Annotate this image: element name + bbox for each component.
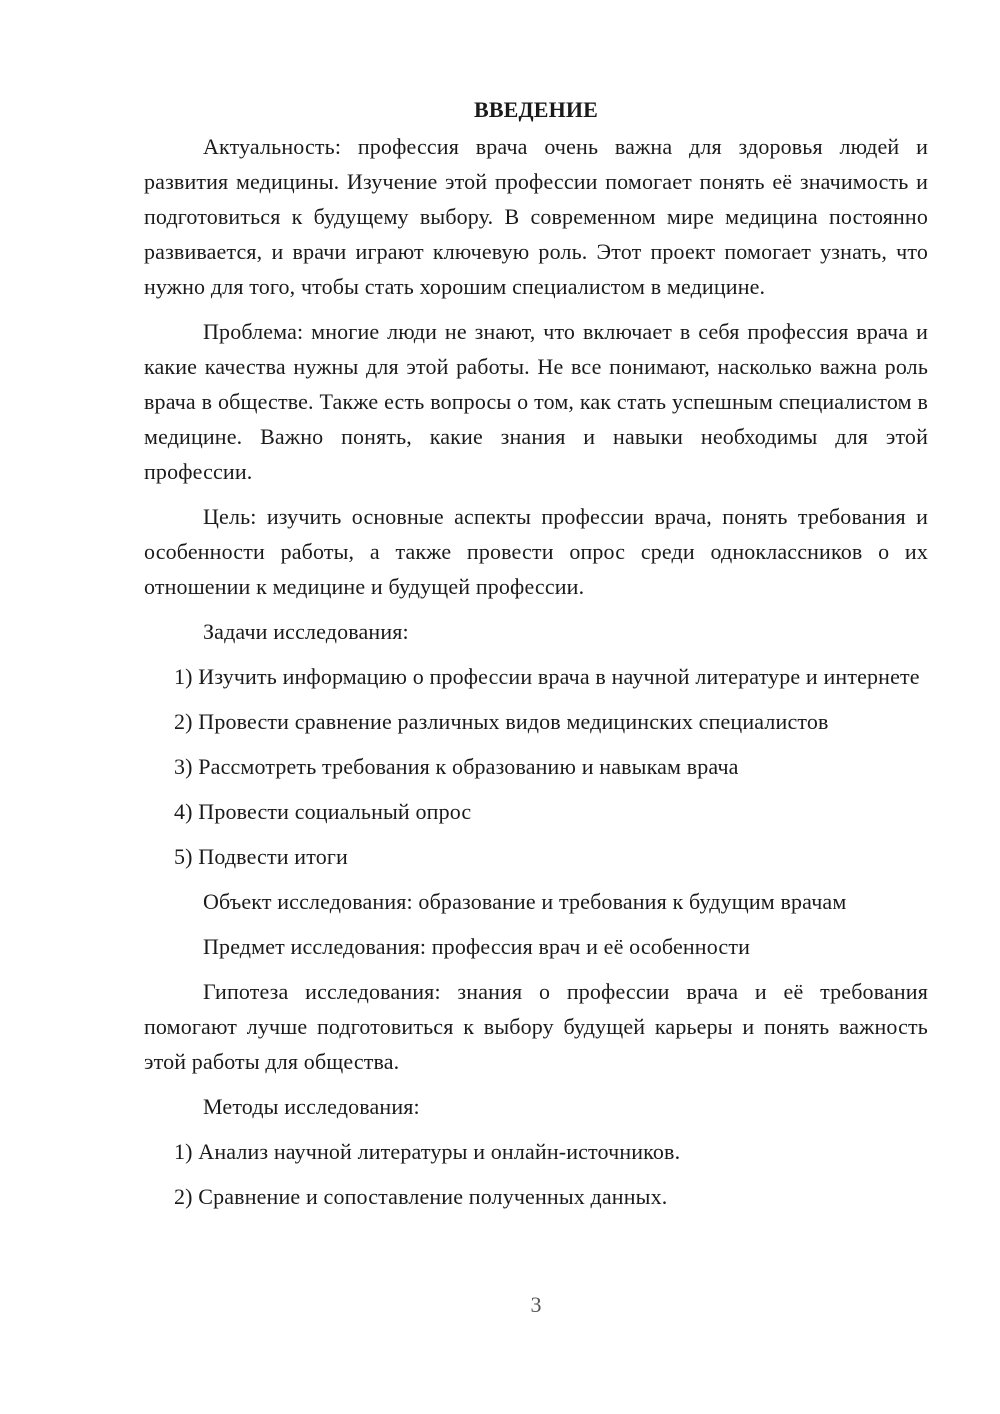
list-item: 2) Провести сравнение различных видов медицинских специалистов [174,709,829,734]
list-item: 2) Сравнение и сопоставление полученных данных. [174,1184,668,1209]
methods-list [144,1134,928,1214]
list-item: 1) Изучить информацию о профессии врача в научной литературе и интернете [174,664,920,689]
section-title: ВВЕДЕНИЕ [474,97,598,122]
methods-heading: Методы исследования: [203,1094,420,1119]
paragraph-relevance: Актуальность: профессия врача очень важна для здоровья людей и развития медицины. Изучение этой профессии помогает понять её значимость и подготовиться к будущему выбору. В современном мире медицина постоянно развивается, и врачи играют ключевую роль. Этот проект помогает узнать, что нужно для того, чтобы стать хорошим специалистом в медицине. [144,134,928,299]
paragraph-subject: Предмет исследования: профессия врач и её особенности [203,934,751,959]
document-page [144,92,928,1224]
list-item: 4) Провести социальный опрос [174,799,472,824]
paragraph-object: Объект исследования: образование и требования к будущим врачам [203,889,847,914]
list-item: 1) Анализ научной литературы и онлайн-источников. [174,1139,681,1164]
list-item: 3) Рассмотреть требования к образованию и навыкам врача [174,754,739,779]
paragraph-goal: Цель: изучить основные аспекты профессии врача, понять требования и особенности работы, а также провести опрос среди одноклассников о их отношении к медицине и будущей профессии. [144,504,928,599]
tasks-list [144,659,928,874]
tasks-heading: Задачи исследования: [203,619,409,644]
page-number: 3 [530,1292,542,1317]
paragraph-hypothesis: Гипотеза исследования: знания о профессии врача и её требования помогают лучше подготовиться к выбору будущей карьеры и понять важность этой работы для общества. [144,979,928,1074]
list-item: 5) Подвести итоги [174,844,348,869]
paragraph-problem: Проблема: многие люди не знают, что включает в себя профессия врача и какие качества нужны для этой работы. Не все понимают, насколько важна роль врача в обществе. Также есть вопросы о том, как стать успешным специалистом в медицине. Важно понять, какие знания и навыки необходимы для этой профессии. [144,319,928,484]
